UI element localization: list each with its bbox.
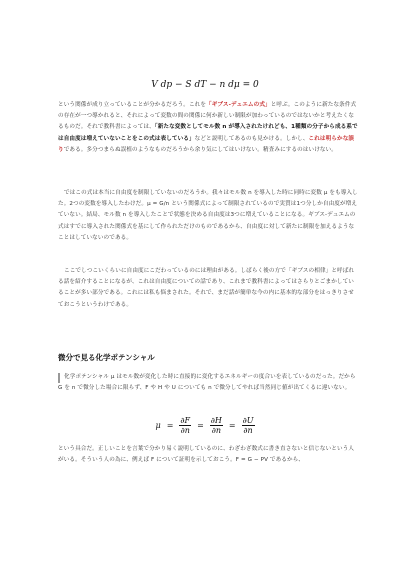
chemical-potential-equation	[0, 413, 410, 437]
numerator-dU: ∂U	[242, 415, 254, 425]
para3-text: ここでしつこいくらいに自由度にこだわっているのには理由がある。しばらく後の方で「ギブスの相律」と呼ばれる話を紹介することになるが、これは自由度についての話であり、これまで教科書によってはさらりとごまかしていることが多い部分である。これには私も悩まされた。それで、まだ話が簡単な今の内に基本的な部分をはっきりさせておこうというわけである。	[58, 268, 355, 308]
para1-emphasis-gibbs-duhem: 「ギブス-デュエムの式」	[206, 102, 271, 108]
numerator-dH: ∂H	[210, 415, 222, 425]
denominator-dn-1: ∂n	[180, 425, 190, 435]
para1-emphasis-textbook-claim: 「新たな変数としてモル数 n が導入されたけれども、1種類の分子から成る系では自由度は増えていないことをこの式は表している」	[58, 124, 358, 142]
para1-text-mid2: などと説明してあるのも見かける。しかし、	[194, 135, 309, 142]
section-heading: 微分で見る化学ポテンシャル	[58, 353, 155, 362]
equals-sign-2: =	[197, 420, 204, 430]
fraction-dF-dn	[179, 416, 191, 435]
paragraph-proof-intro	[58, 444, 358, 466]
numerator-dF: ∂F	[180, 415, 191, 425]
para1-text-post: である。多分つまらぬ誤植のようなものだろうから余り気にしてはいけない。精査みにするのはいけない。	[63, 146, 338, 153]
paragraph-phase-rule-intro	[58, 266, 358, 311]
denominator-dn-3: ∂n	[243, 425, 253, 435]
fraction-dH-dn	[210, 416, 223, 435]
para4-text: 化学ポテンシャル μ はモル数が変化した時に直接的に変化するエネルギーの度合いを表しているのだった。だから G を n で微分した場合に限らず、F や H や U についても n で微分してやれば当然同じ値が出てくるに違いない。	[58, 374, 356, 392]
gibbs-duhem-equation: V dp − S dT − n dμ = 0	[151, 80, 259, 90]
equals-sign-3: =	[228, 420, 236, 430]
paragraph-chemical-potential	[58, 372, 358, 394]
fraction-dU-dn	[242, 416, 255, 435]
mu-symbol: μ	[155, 420, 161, 430]
para1-text-pre: という関係が成り立っていることが分かるだろう。これを	[58, 102, 207, 108]
equals-sign-1: =	[166, 420, 174, 430]
paragraph-gibbs-duhem	[58, 100, 358, 156]
denominator-dn-2: ∂n	[211, 425, 221, 435]
para1-text-mid1: と呼ぶ。このように新たな条件式の存在が一つ導かれると、それによって変数の間の関係に何か新しい制限が加わっているのではないかと考えたくなるものだ。それで教科書によっては、	[58, 102, 357, 131]
para5-text: という具合だ。正しいことを言葉で分かり易く説明しているのに、わざわざ数式に書き直さないと信じないという人がいる。そういう人の為に、例えば F について証明を示しておこう。F = G − PV であるから、	[58, 446, 355, 464]
para1-emphasis-error: これは明らかな誤り	[58, 135, 355, 153]
para2-text: ではこの式は本当に自由度を制限していないのだろうか。我々はモル数 n を導入した時に同時に変数 μ をも導入した。2つの変数を導入したわけだ。μ = G/n という関係式によって制限されているので実質は1つ分しか自由度が増えていない。結局、モル数 n を導入したことで状態を決める自由度は3つに増えていることになる。ギブス-デュエムの式はすでに導入された関係式を基にして作られただけのものであるから、自由度に対して新たに制限を加えるようなことはしていないのである。	[58, 190, 358, 241]
paragraph-degrees-of-freedom	[58, 188, 358, 244]
